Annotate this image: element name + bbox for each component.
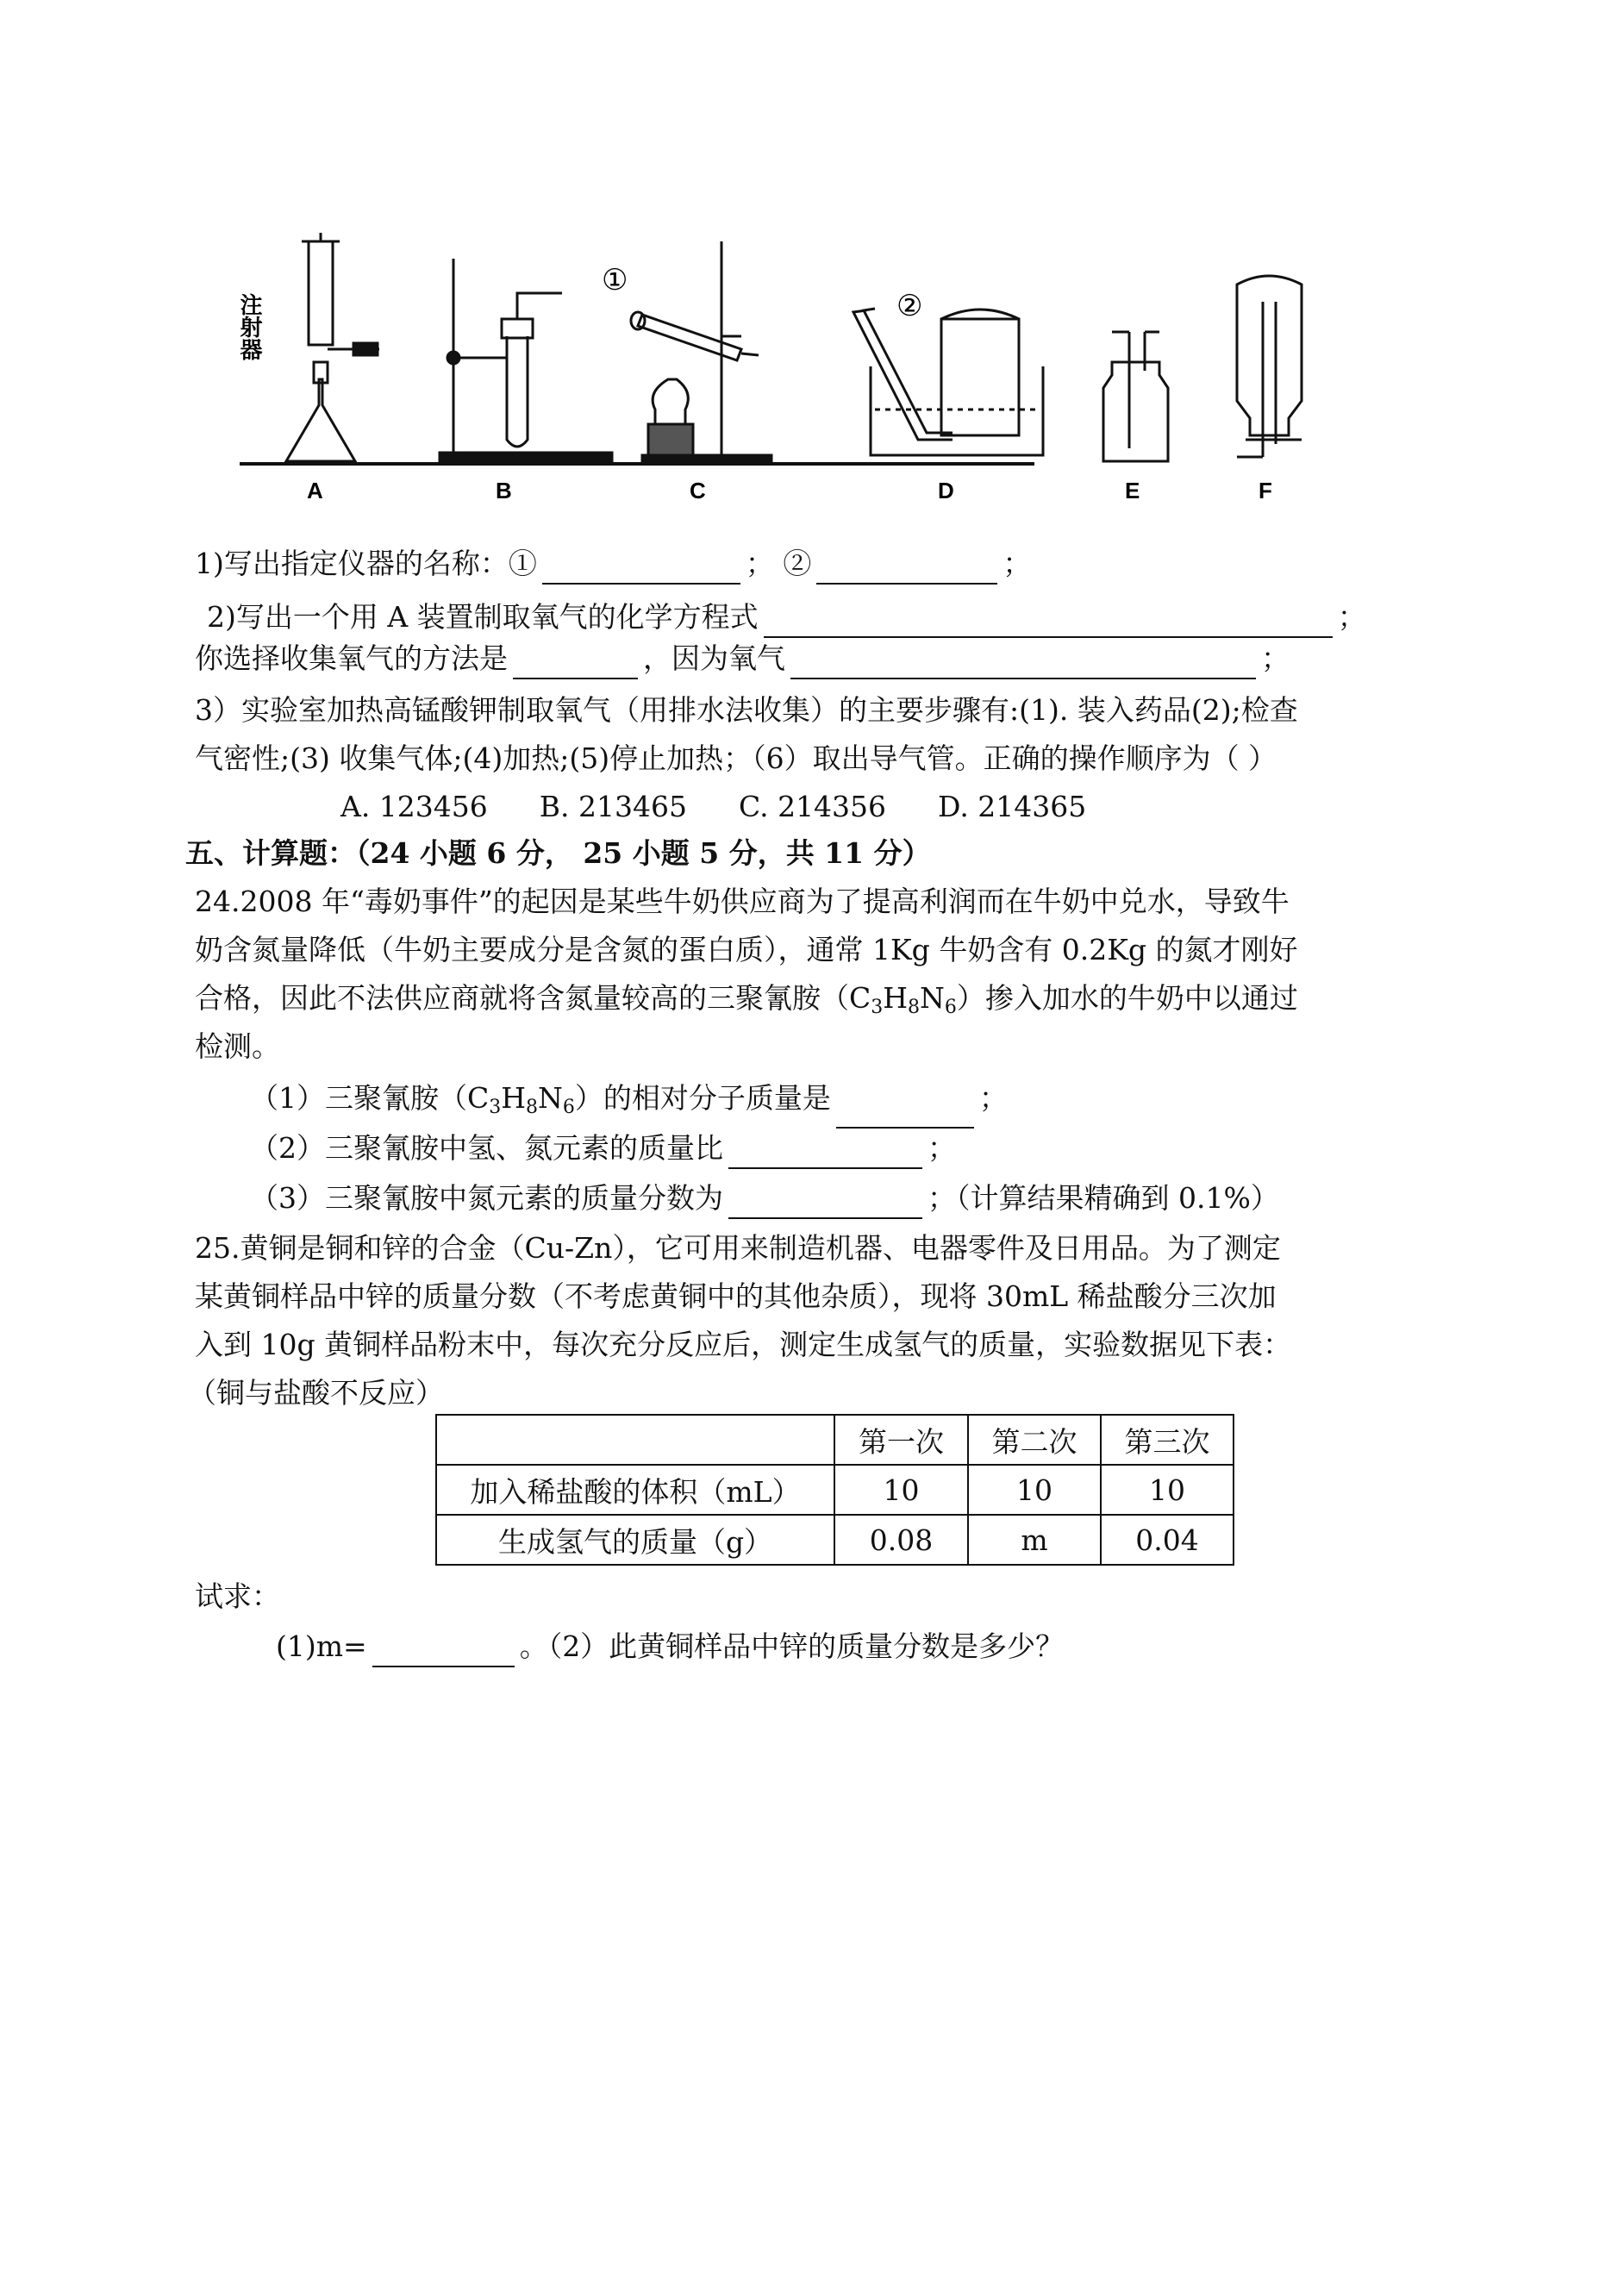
q2-equation-blank[interactable]: [764, 609, 1333, 638]
q2-line-1: [207, 597, 1366, 638]
p24-sub-3: [250, 1178, 1279, 1219]
q1-blank-2[interactable]: [816, 555, 997, 585]
table-cell: 0.04: [1101, 1515, 1234, 1565]
p24-line-2: 奶含氮量降低（牛奶主要成分是含氮的蛋白质），通常 1Kg 牛奶含有 0.2Kg 的氮才刚好: [195, 933, 1298, 966]
table-row: [436, 1465, 1234, 1515]
table-header-cell: 第三次: [1101, 1415, 1234, 1465]
q1-mid: ； ②: [745, 547, 812, 580]
p24-sub3-end: ；（计算结果精确到 0.1%）: [928, 1181, 1279, 1215]
q2-reason-label: ，因为氧气: [643, 641, 785, 675]
experiment-data-table: [435, 1414, 1234, 1566]
q2-line2-end: ；: [1261, 641, 1290, 675]
sub1-formula-h: H: [501, 1081, 527, 1115]
callout-2: ②: [896, 289, 923, 323]
p24-line3-b: ）掺入加水的牛奶中以通过: [956, 981, 1298, 1015]
q1-prefix: 1)写出指定仪器的名称：①: [195, 547, 537, 580]
formula-h-count: 8: [908, 997, 921, 1018]
q2-line-2: [195, 638, 1290, 679]
table-cell: 10: [834, 1465, 968, 1515]
q2-line1-text: 2)写出一个用 A 装置制取氧气的化学方程式: [207, 600, 759, 634]
p24-sub-2: [250, 1128, 956, 1169]
apparatus-d: [853, 309, 1043, 455]
apparatus-e: [1103, 332, 1168, 461]
section-5-title: 五、计算题：（24 小题 6 分， 25 小题 5 分，共 11 分）: [185, 836, 931, 870]
formula-h: H: [883, 981, 909, 1015]
apparatus-f: [1237, 276, 1302, 457]
p24-line-3: [195, 978, 1298, 1029]
table-header-cell: [436, 1415, 834, 1465]
p24-line-1: 24.2008 年“毒奶事件”的起因是某些牛奶供应商为了提高利润而在牛奶中兑水，导致牛: [195, 885, 1290, 918]
table-row: [436, 1515, 1234, 1565]
q3-option-b[interactable]: B. 213465: [539, 790, 688, 823]
formula-n-count: 6: [944, 997, 957, 1018]
apparatus-b: [440, 259, 612, 463]
p24-line3-a: 合格，因此不法供应商就将含氮量较高的三聚氰胺（C: [195, 981, 871, 1015]
table-cell: 生成氢气的质量（g）: [436, 1515, 834, 1565]
p25-final-b: 。（2）此黄铜样品中锌的质量分数是多少？: [519, 1629, 1065, 1663]
q3-option-d[interactable]: D. 214365: [938, 790, 1087, 823]
label-f: F: [1259, 478, 1272, 503]
q1-blank-1[interactable]: [542, 555, 740, 585]
p24-sub1-end: ；: [978, 1081, 1008, 1115]
label-a: A: [307, 478, 323, 503]
table-header-row: [436, 1415, 1234, 1465]
p24-sub3-blank[interactable]: [728, 1190, 922, 1219]
p25-ask: 试求：: [195, 1579, 280, 1613]
p25-m-blank[interactable]: [372, 1638, 515, 1667]
apparatus-c: [631, 241, 771, 464]
p24-sub1-a: （1）三聚氰胺（C: [250, 1081, 490, 1115]
formula-n: N: [920, 981, 945, 1015]
apparatus-figure: [233, 233, 1440, 509]
sub1-formula-n-count: 6: [562, 1097, 575, 1118]
p25-final-a: (1)m=: [276, 1629, 367, 1663]
p24-sub3-text: （3）三聚氰胺中氮元素的质量分数为: [250, 1181, 723, 1215]
p24-sub2-blank[interactable]: [728, 1140, 922, 1169]
q1-suffix: ；: [1003, 547, 1032, 580]
q3-line-2: 气密性;(3) 收集气体;(4)加热;(5)停止加热；（6）取出导气管。正确的操作顺序为（ ）: [195, 741, 1277, 775]
label-c: C: [690, 478, 706, 503]
apparatus-a: [286, 233, 379, 461]
label-e: E: [1125, 478, 1140, 503]
table-cell: m: [968, 1515, 1101, 1565]
table-header-cell: 第一次: [834, 1415, 968, 1465]
table-cell: 10: [1101, 1465, 1234, 1515]
q2-reason-blank[interactable]: [790, 650, 1256, 679]
sub1-formula-h-count: 8: [526, 1097, 539, 1118]
p25-line-1: 25.黄铜是铜和锌的合金（Cu-Zn），它可用来制造机器、电器零件及日用品。为了测定: [195, 1231, 1281, 1265]
table-cell: 0.08: [834, 1515, 968, 1565]
q3-options: [340, 786, 1086, 828]
table-cell: 10: [968, 1465, 1101, 1515]
q3-line-1: 3）实验室加热高锰酸钾制取氧气（用排水法收集）的主要步骤有:(1). 装入药品(2);检查: [195, 693, 1298, 727]
q2-line1-end: ；: [1337, 600, 1366, 634]
p25-final: [276, 1626, 1064, 1667]
q3-option-c[interactable]: C. 214356: [739, 790, 887, 823]
p24-sub1-blank[interactable]: [836, 1099, 974, 1129]
p25-line-3: 入到 10g 黄铜样品粉末中，每次充分反应后，测定生成氢气的质量，实验数据见下表：: [195, 1328, 1292, 1361]
formula-c-count: 3: [871, 997, 884, 1018]
q2-method-label: 你选择收集氧气的方法是: [195, 641, 508, 675]
label-d: D: [938, 478, 954, 503]
q1-line: [195, 543, 1031, 585]
label-b: B: [496, 478, 512, 503]
table-cell: 加入稀盐酸的体积（mL）: [436, 1465, 834, 1515]
q3-option-a[interactable]: A. 123456: [340, 790, 488, 823]
p24-line-4: 检测。: [195, 1029, 280, 1063]
injector-label: 注射器: [237, 293, 263, 360]
table-header-cell: 第二次: [968, 1415, 1101, 1465]
sub1-formula-n: N: [538, 1081, 563, 1115]
p25-line-4: （铜与盐酸不反应）: [188, 1376, 444, 1410]
sub1-formula-c-count: 3: [489, 1097, 502, 1118]
callout-1: ①: [602, 263, 628, 297]
p25-line-2: 某黄铜样品中锌的质量分数（不考虑黄铜中的其他杂质），现将 30mL 稀盐酸分三次加: [195, 1279, 1277, 1313]
p24-sub2-text: （2）三聚氰胺中氢、氮元素的质量比: [250, 1131, 723, 1165]
p24-sub1-b: ）的相对分子质量是: [574, 1081, 831, 1115]
q2-method-blank[interactable]: [513, 650, 638, 679]
p24-sub2-end: ；: [928, 1131, 956, 1165]
p24-sub-1: [250, 1078, 1008, 1129]
